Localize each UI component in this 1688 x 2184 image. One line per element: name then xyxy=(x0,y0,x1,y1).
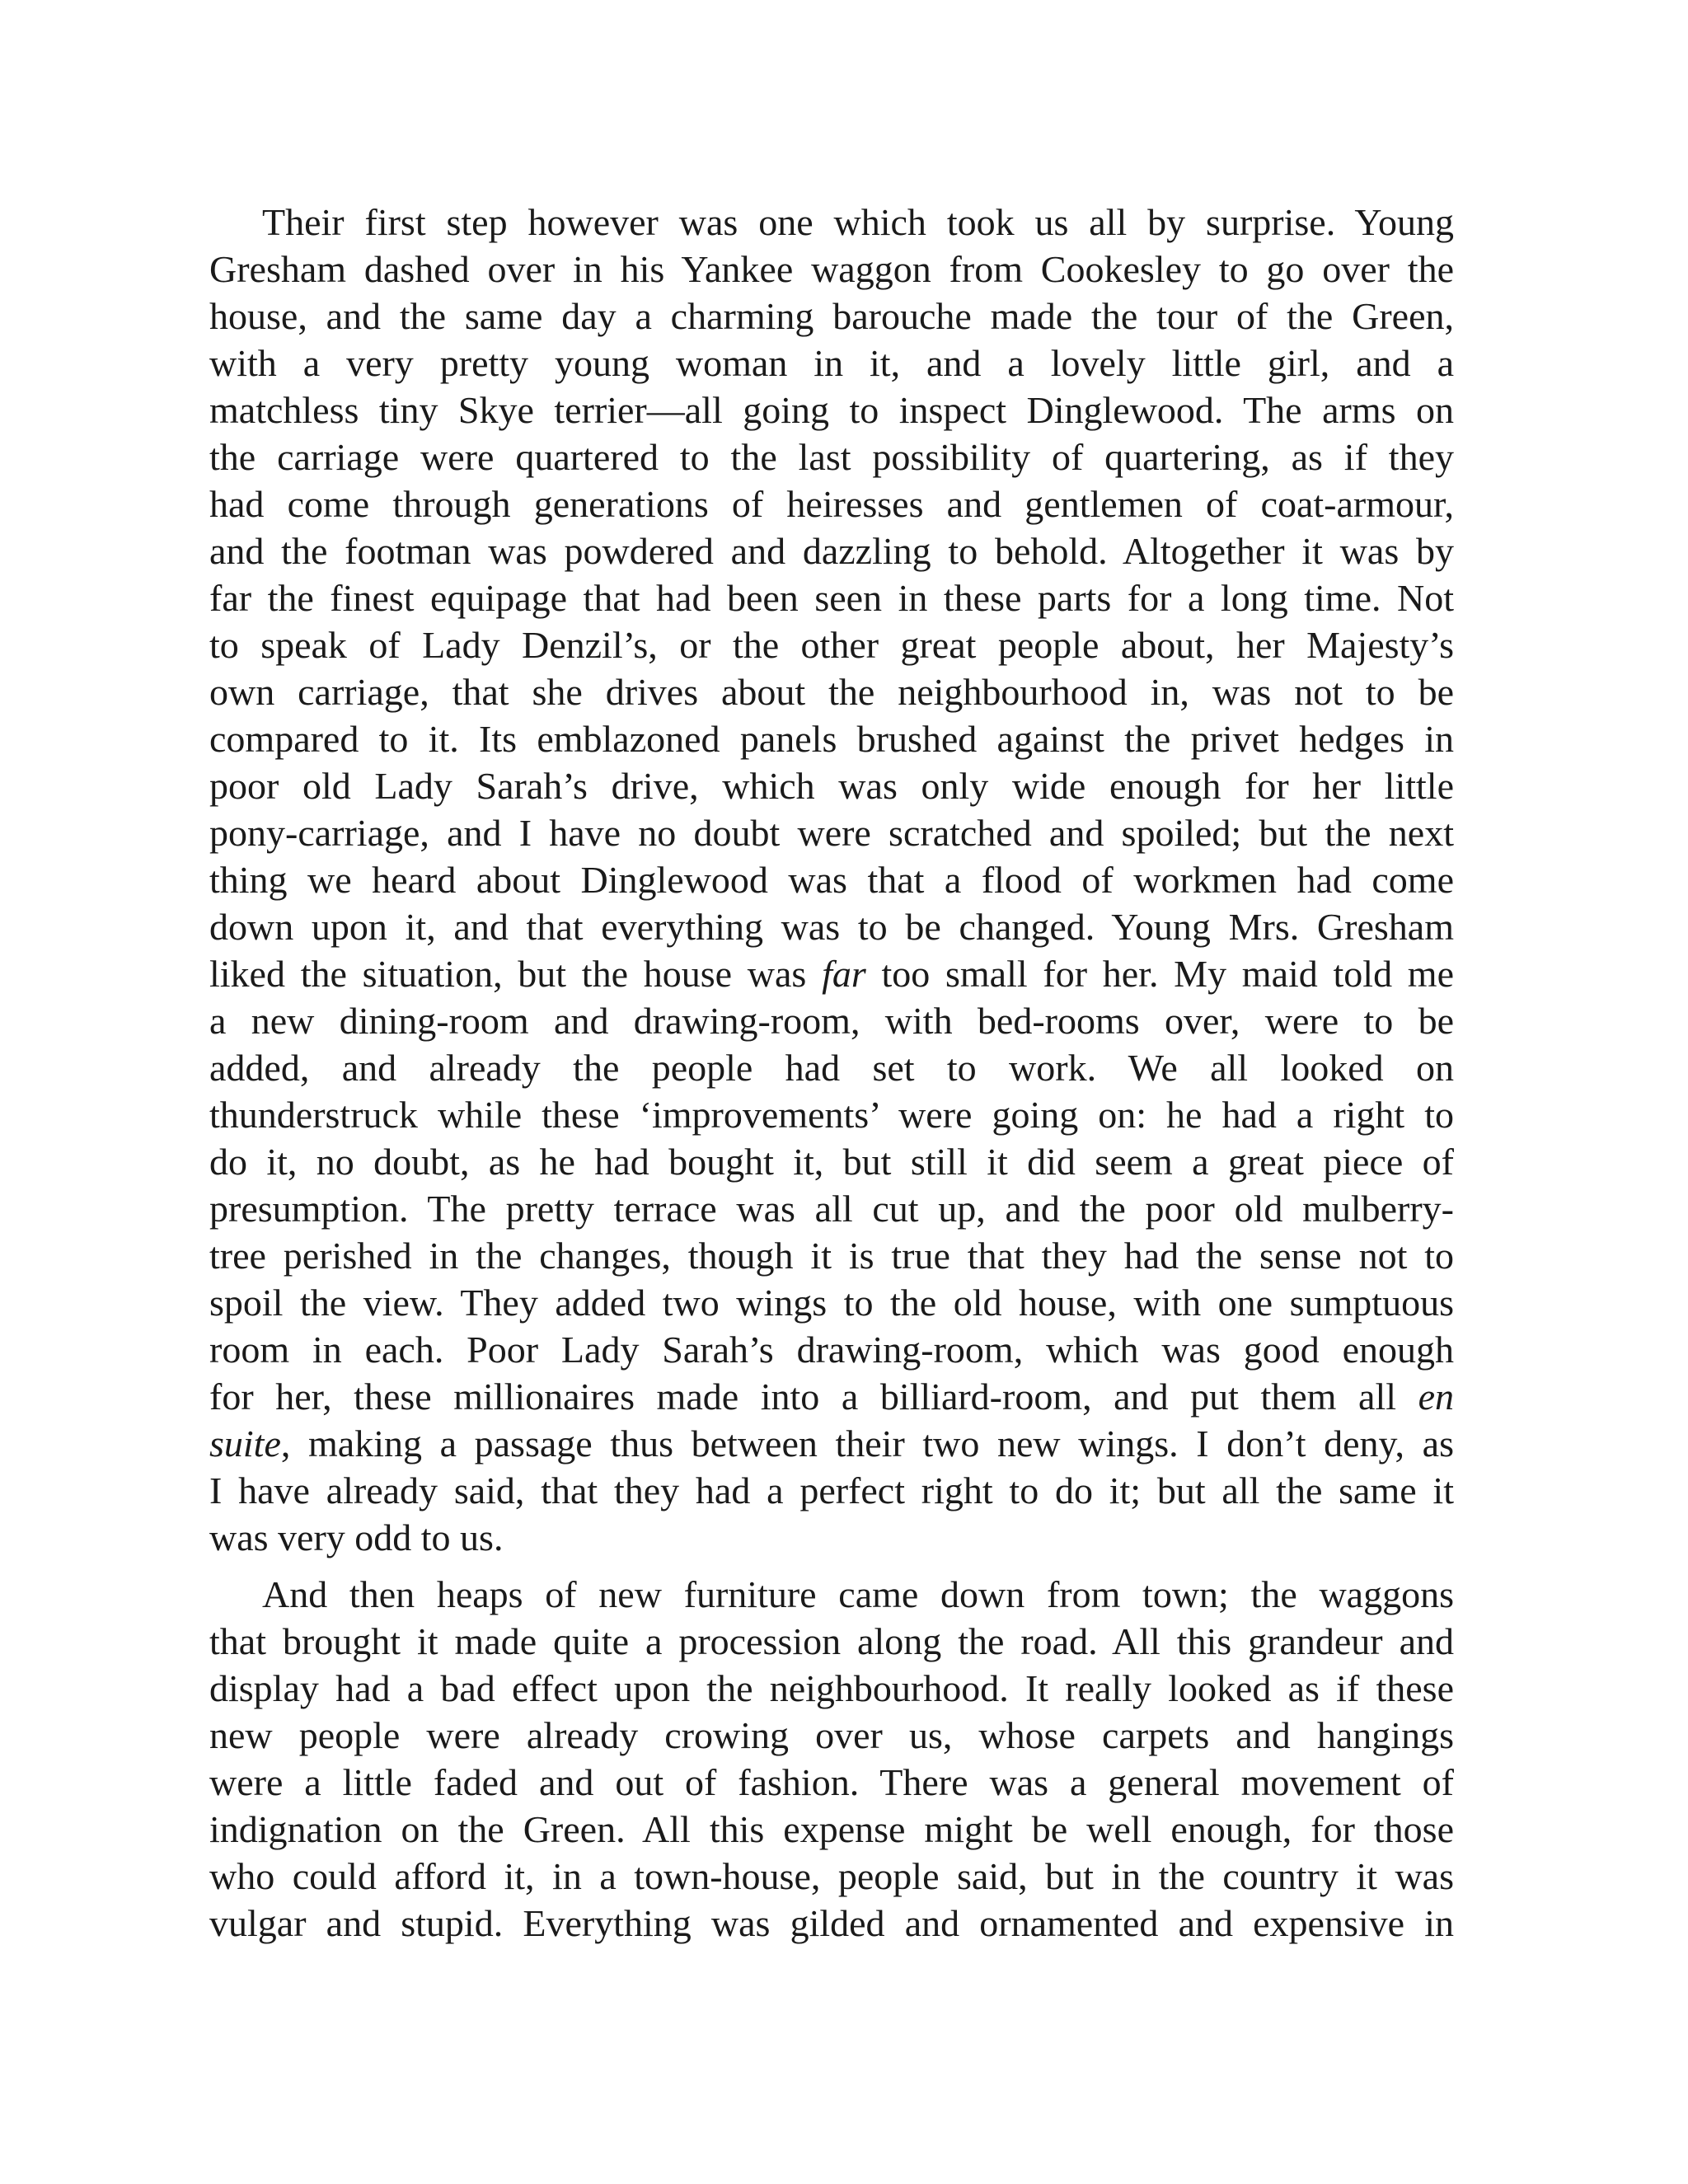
text-line: had come through generations of heiresses and gentlemen of coat-armour, xyxy=(209,483,1454,525)
text-line: were a little faded and out of fashion. There was a general movement of xyxy=(209,1761,1454,1803)
text-run: for her, these millionaires made into a billiard-room, and put them all xyxy=(209,1376,1418,1418)
body-text xyxy=(209,199,1454,1947)
text-line: own carriage, that she drives about the neighbourhood in, was not to be xyxy=(209,671,1454,713)
text-line: do it, no doubt, as he had bought it, but still it did seem a great piece of xyxy=(209,1141,1454,1183)
text-line: matchless tiny Skye terrier—all going to inspect Dinglewood. The arms on xyxy=(209,389,1454,431)
text-line xyxy=(209,1373,1454,1420)
text-run: too small for her. My maid told me xyxy=(865,953,1454,995)
text-line: thunderstruck while these ‘improvements’ were going on: he had a right to xyxy=(209,1094,1454,1136)
paragraph-1 xyxy=(209,199,1454,1561)
text-run: , making a passage thus between their two new wings. I don’t deny, as xyxy=(280,1422,1454,1465)
text-line: new people were already crowing over us, whose carpets and hangings xyxy=(209,1714,1454,1756)
text-line: was very odd to us. xyxy=(209,1516,504,1558)
text-line: far the finest equipage that had been seen in these parts for a long time. Not xyxy=(209,577,1454,619)
italic-text: far xyxy=(822,953,866,995)
paragraph-2 xyxy=(209,1571,1454,1947)
paragraph-gap xyxy=(209,1561,1454,1571)
text-line: tree perished in the changes, though it is true that they had the sense not to xyxy=(209,1235,1454,1277)
text-line: that brought it made quite a procession along the road. All this grandeur and xyxy=(209,1620,1454,1662)
text-line: added, and already the people had set to work. We all looked on xyxy=(209,1047,1454,1089)
text-line: compared to it. Its emblazoned panels brushed against the privet hedges in xyxy=(209,718,1454,760)
text-line: indignation on the Green. All this expense might be well enough, for those xyxy=(209,1808,1454,1850)
text-line: presumption. The pretty terrace was all cut up, and the poor old mulberry- xyxy=(209,1188,1454,1230)
text-line: who could afford it, in a town-house, people said, but in the country it was xyxy=(209,1855,1454,1897)
text-line: spoil the view. They added two wings to the old house, with one sumptuous xyxy=(209,1282,1454,1324)
text-line: a new dining-room and drawing-room, with bed-rooms over, were to be xyxy=(209,1000,1454,1042)
italic-text: suite xyxy=(209,1422,281,1465)
italic-text: en xyxy=(1418,1376,1454,1418)
text-line: Their first step however was one which took us all by surprise. Young xyxy=(262,201,1454,243)
text-line: pony-carriage, and I have no doubt were scratched and spoiled; but the next xyxy=(209,812,1454,854)
text-line xyxy=(209,1420,1454,1467)
text-line: thing we heard about Dinglewood was that a flood of workmen had come xyxy=(209,859,1454,901)
text-line: And then heaps of new furniture came down from town; the waggons xyxy=(262,1573,1454,1615)
text-line: house, and the same day a charming barouche made the tour of the Green, xyxy=(209,295,1454,337)
text-line: with a very pretty young woman in it, and a lovely little girl, and a xyxy=(209,342,1454,384)
text-line xyxy=(209,950,1454,997)
text-line: display had a bad effect upon the neighbourhood. It really looked as if these xyxy=(209,1667,1454,1709)
text-run: liked the situation, but the house was xyxy=(209,953,823,995)
text-line: the carriage were quartered to the last possibility of quartering, as if they xyxy=(209,436,1454,478)
text-line: poor old Lady Sarah’s drive, which was only wide enough for her little xyxy=(209,765,1454,807)
text-line: I have already said, that they had a perfect right to do it; but all the same it xyxy=(209,1469,1454,1511)
text-line: to speak of Lady Denzil’s, or the other great people about, her Majesty’s xyxy=(209,624,1454,666)
text-line: and the footman was powdered and dazzling to behold. Altogether it was by xyxy=(209,530,1454,572)
text-line: down upon it, and that everything was to be changed. Young Mrs. Gresham xyxy=(209,906,1454,948)
text-line: Gresham dashed over in his Yankee waggon from Cookesley to go over the xyxy=(209,248,1454,290)
text-line: room in each. Poor Lady Sarah’s drawing-room, which was good enough xyxy=(209,1329,1454,1371)
text-line: vulgar and stupid. Everything was gilded and ornamented and expensive in xyxy=(209,1902,1454,1944)
